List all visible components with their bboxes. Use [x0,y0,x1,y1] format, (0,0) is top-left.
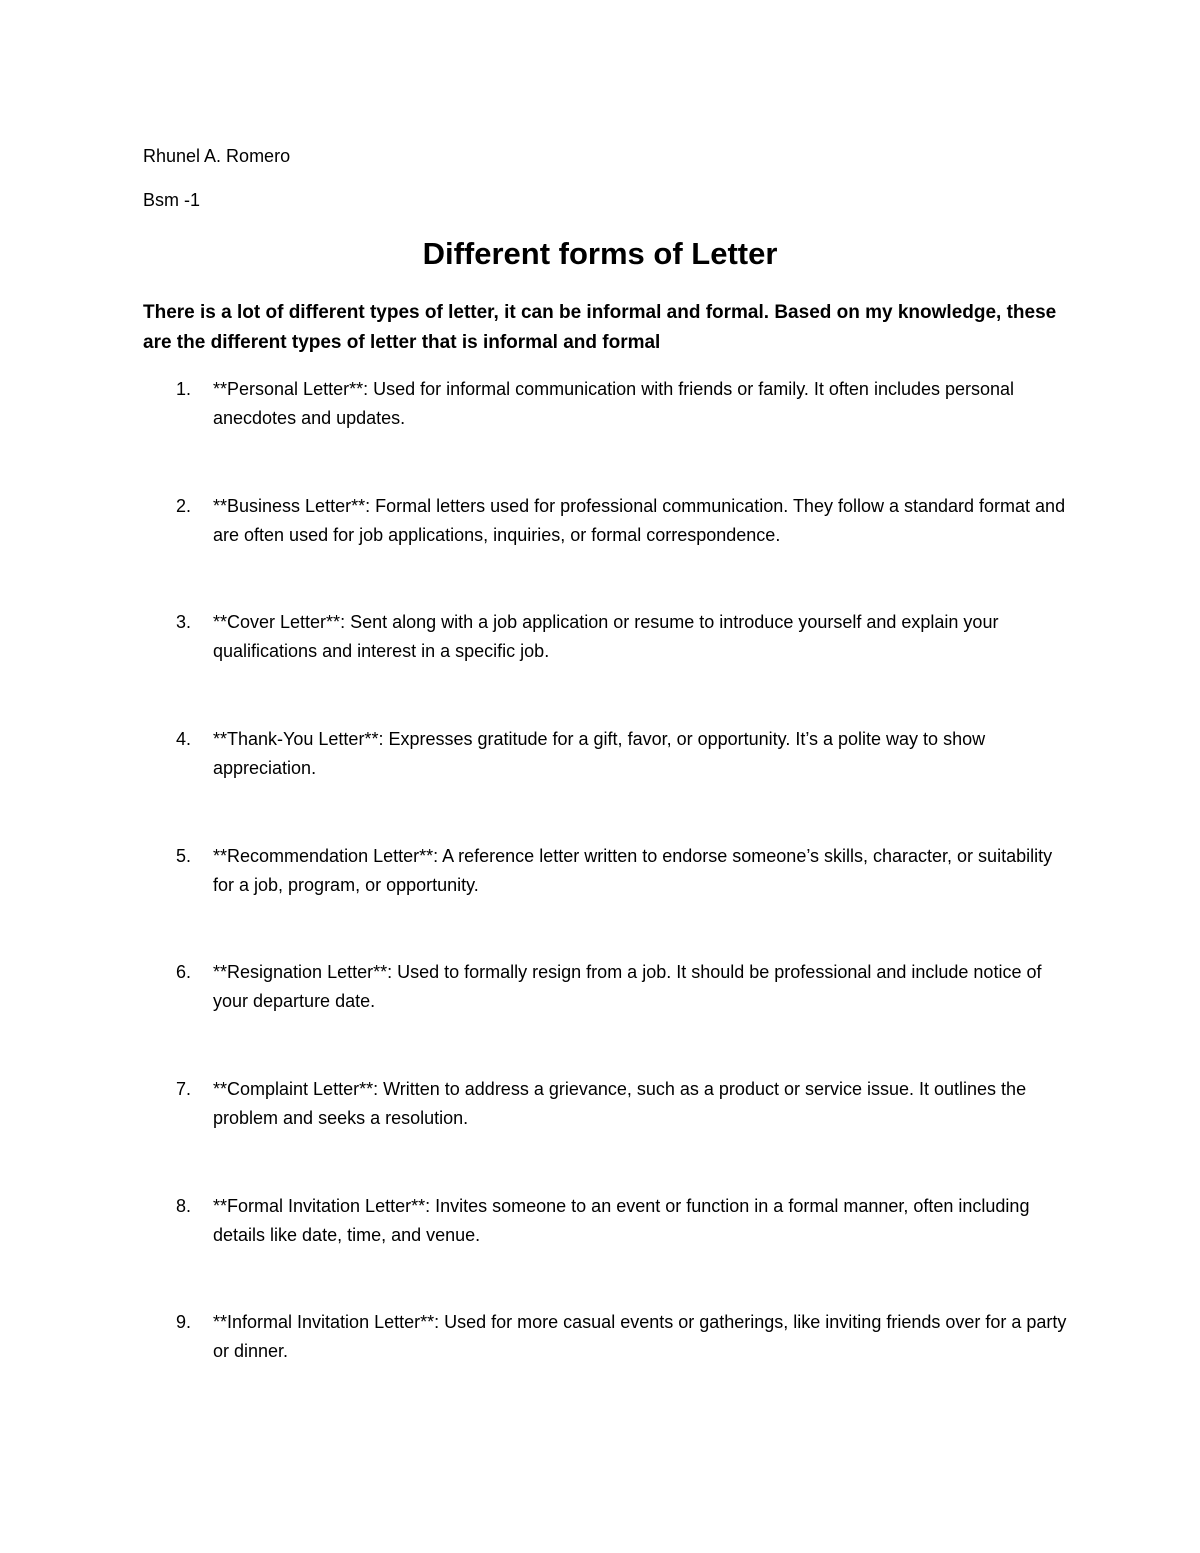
list-item-number: 1. [176,379,192,399]
list-item-number: 2. [176,496,192,516]
author-name: Rhunel A. Romero [143,146,291,166]
intro-connector: and [557,332,603,353]
list-item [143,1192,1073,1250]
list-item-text: **Informal Invitation Letter**: Used for more casual events or gatherings, like inviting friends over for a party or dinner. [213,1312,1067,1361]
list-item-text: **Cover Letter**: Sent along with a job application or resume to introduce yourself and explain your qualifications and interest in a specific job. [213,612,999,661]
page-title: Different forms of Letter [422,236,778,271]
list-item [143,608,1073,666]
list-item-text: **Personal Letter**: Used for informal communication with friends or family. It often includes personal anecdotes and updates. [213,379,1015,428]
list-item-number: 6. [176,962,192,982]
list-item-text: **Thank-You Letter**: Expresses gratitude for a gift, favor, or opportunity. It’s a polite way to show appreciation. [213,729,986,778]
list-item [143,958,1073,1016]
list-item-number: 3. [176,612,192,632]
section-label: Bsm -1 [143,190,201,210]
list-item-text: **Formal Invitation Letter**: Invites someone to an event or function in a formal manner, often including details like date, time, and venue. [213,1196,1030,1245]
list-item-number: 5. [176,846,192,866]
list-item-number: 8. [176,1196,192,1216]
list-item-text: **Business Letter**: Formal letters used for professional communication. They follow a standard format and are often used for job applications, inquiries, or formal correspondence. [213,496,1066,545]
list-item-text: **Complaint Letter**: Written to address a grievance, such as a product or service issue. It outlines the problem and seeks a resolution. [213,1079,1027,1128]
list-item [143,1075,1073,1133]
intro-emphasis-formal: formal [602,332,661,353]
intro-emphasis-informal: informal [482,332,558,353]
list-item-number: 7. [176,1079,192,1099]
list-item [143,492,1073,550]
intro-paragraph [143,298,1063,358]
list-item-number: 9. [176,1312,192,1332]
list-item [143,1308,1073,1366]
list-item [143,725,1073,783]
list-item-text: **Resignation Letter**: Used to formally resign from a job. It should be professional and include notice of your departure date. [213,962,1042,1011]
intro-text: There is a lot of different types of letter, it can be informal and formal. Based on my knowledge, these are the different types of letter that is [143,302,1057,353]
list-item [143,842,1073,900]
list-item-number: 4. [176,729,192,749]
list-item-text: **Recommendation Letter**: A reference letter written to endorse someone’s skills, character, or suitability for a job, program, or opportunity. [213,846,1053,895]
list-item [143,375,1073,433]
